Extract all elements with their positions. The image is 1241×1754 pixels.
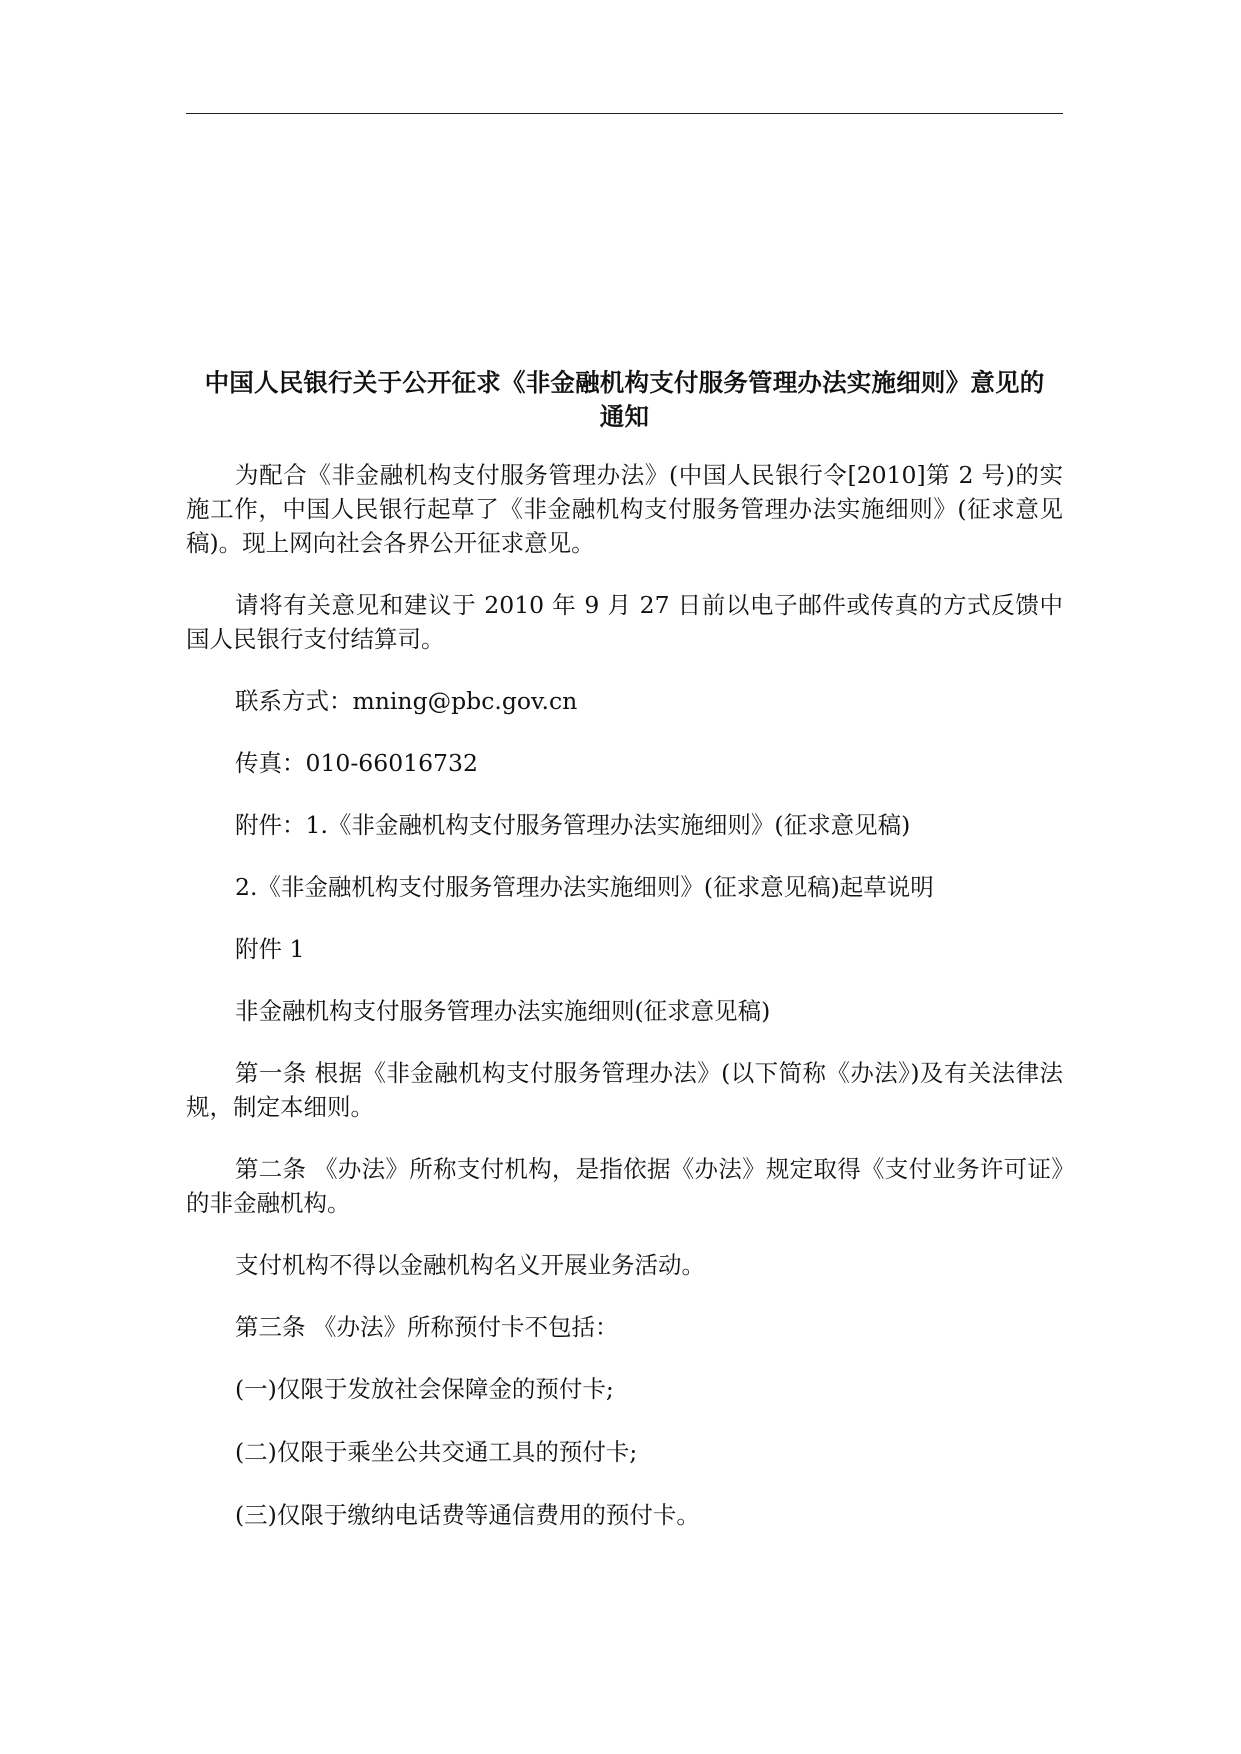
paragraph-article-2-note: 支付机构不得以金融机构名义开展业务活动。 [235, 1251, 705, 1279]
paragraph-article-2: 第二条 《办法》所称支付机构，是指依据《办法》规定取得《支付业务许可证》的非金融机构。 [186, 1155, 1063, 1217]
paragraph-attachment-heading: 附件 1 [235, 935, 305, 963]
paragraph-attachment-2: 2.《非金融机构支付服务管理办法实施细则》(征求意见稿)起草说明 [235, 873, 934, 901]
paragraph-item-1: (一)仅限于发放社会保障金的预付卡; [235, 1375, 614, 1403]
paragraph-article-1: 第一条 根据《非金融机构支付服务管理办法》(以下简称《办法》)及有关法律法规，制定本细则。 [186, 1059, 1063, 1121]
header-rule [186, 113, 1063, 114]
document-body [186, 458, 1063, 1561]
paragraph-fax: 传真：010-66016732 [235, 749, 478, 777]
paragraph-intro: 为配合《非金融机构支付服务管理办法》(中国人民银行令[2010]第 2 号)的实施工作，中国人民银行起草了《非金融机构支付服务管理办法实施细则》(征求意见稿)。现上网向社会各界公开征求意见。 [186, 461, 1063, 557]
document-title-line-2: 通知 [599, 402, 650, 431]
paragraph-article-3: 第三条 《办法》所称预付卡不包括： [235, 1313, 619, 1341]
paragraph-contact-email: 联系方式：mning@pbc.gov.cn [235, 687, 578, 715]
paragraph-item-2: (二)仅限于乘坐公共交通工具的预付卡; [235, 1438, 638, 1466]
paragraph-attachment-1: 附件：1.《非金融机构支付服务管理办法实施细则》(征求意见稿) [235, 811, 911, 839]
paragraph-item-3: (三)仅限于缴纳电话费等通信费用的预付卡。 [235, 1501, 700, 1529]
paragraph-rules-title: 非金融机构支付服务管理办法实施细则(征求意见稿) [235, 997, 771, 1025]
document-title [186, 366, 1063, 434]
paragraph-feedback-request: 请将有关意见和建议于 2010 年 9 月 27 日前以电子邮件或传真的方式反馈中国人民银行支付结算司。 [186, 591, 1063, 653]
document-title-line-1: 中国人民银行关于公开征求《非金融机构支付服务管理办法实施细则》意见的 [204, 368, 1045, 397]
